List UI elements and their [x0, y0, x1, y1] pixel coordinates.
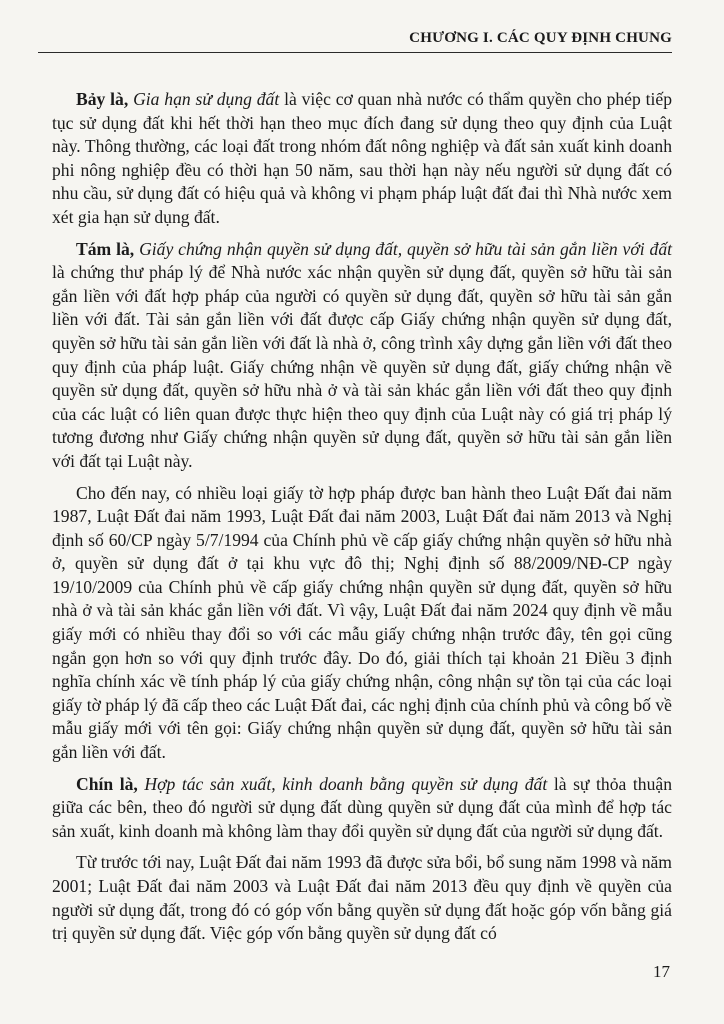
defined-term: Hợp tác sản xuất, kinh doanh bằng quyền sử dụng đất: [144, 773, 548, 794]
paragraph-tam-la: [52, 238, 672, 474]
paragraph-lead: Chín là,: [76, 773, 138, 794]
defined-term: Gia hạn sử dụng đất: [133, 89, 280, 109]
paragraph-text: Cho đến nay, có nhiều loại giấy tờ hợp pháp được ban hành theo Luật Đất đai năm 1987, Luật Đất đai năm 1993, Luật Đất đai năm 2003, Luật Đất đai năm 2013 và Nghị định số 60/CP ngày 5/7/1994 của Chính phủ về cấp giấy chứng nhận quyền sở hữu nhà ở, quyền sử dụng đất ở tại khu vực đô thị; Nghị định số 88/2009/NĐ-CP ngày 19/10/2009 của Chính phủ về cấp giấy chứng nhận quyền sử dụng đất, quyền sở hữu nhà ở và tài sản khác gắn liền với đất. Vì vậy, Luật Đất đai năm 2024 quy định về mẫu giấy mới có nhiều thay đổi so với các mẫu giấy chứng nhận trước đây, tên gọi cũng ngắn gọn hơn so với quy định trước đây. Do đó, giải thích tại khoản 21 Điều 3 định nghĩa chính xác về tính pháp lý của giấy chứng nhận, công nhận sự tồn tại của các loại giấy tờ pháp lý đã cấp theo các Luật Đất đai, các nghị định của chính phủ và công bố về mẫu giấy mới với tên gọi: Giấy chứng nhận quyền sử dụng đất, quyền sở hữu tài sản gắn liền với đất.: [52, 482, 672, 763]
defined-term: Giấy chứng nhận quyền sử dụng đất, quyền sở hữu tài sản gắn liền với đất: [139, 238, 673, 259]
paragraph-chin-la: [52, 773, 672, 844]
chapter-title: CHƯƠNG I. CÁC QUY ĐỊNH CHUNG: [409, 30, 672, 46]
page-number: 17: [653, 962, 670, 981]
paragraph-text: là chứng thư pháp lý để Nhà nước xác nhận quyền sử dụng đất, quyền sở hữu tài sản gắn liền với đất hợp pháp của người có quyền sử dụng đất, quyền sở hữu tài sản gắn liền với đất. Tài sản gắn liền với đất được cấp Giấy chứng nhận quyền sử dụng đất, quyền sở hữu tài sản gắn liền với đất là nhà ở, công trình xây dựng gắn liền với đất theo quy định của pháp luật. Giấy chứng nhận về quyền sử dụng đất, giấy chứng nhận về quyền sử dụng đất, quyền sở hữu nhà ở và tài sản khác gắn liền với đất theo quy định của các luật có liên quan được thực hiện theo quy định của Luật này có giá trị pháp lý tương đương như Giấy chứng nhận quyền sử dụng đất, quyền sở hữu tài sản gắn liền với đất tại Luật này.: [52, 262, 672, 471]
paragraph-bay-la: [52, 88, 672, 230]
paragraph-history: [52, 482, 672, 765]
paragraph-text: là việc cơ quan nhà nước có thẩm quyền cho phép tiếp tục sử dụng đất khi hết thời hạn theo mục đích đang sử dụng theo quy định của Luật này. Thông thường, các loại đất trong nhóm đất nông nghiệp và đất sản xuất kinh doanh phi nông nghiệp đều có thời hạn 50 năm, sau thời hạn này nếu người sử dụng đất có nhu cầu, sử dụng đất có hiệu quả và không vi phạm pháp luật đất đai thì Nhà nước xem xét gia hạn sử dụng đất.: [52, 89, 672, 227]
paragraph-text: là sự thỏa thuận giữa các bên, theo đó người sử dụng đất dùng quyền sử dụng đất của mình để hợp tác sản xuất, kinh doanh mà không làm thay đổi quyền sử dụng đất của người sử dụng đất.: [52, 773, 672, 841]
paragraph-text: Từ trước tới nay, Luật Đất đai năm 1993 đã được sửa bổi, bổ sung năm 1998 và năm 2001; Luật Đất đai năm 2003 và Luật Đất đai năm 2013 đều quy định về quyền của người sử dụng đất, trong đó có góp vốn bằng quyền sử dụng đất hoặc góp vốn bằng giá trị quyền sử dụng đất. Việc góp vốn bằng quyền sử dụng đất có: [52, 852, 672, 944]
paragraph-tu-truoc: [52, 851, 672, 945]
running-header: [38, 28, 672, 53]
paragraph-lead: Bảy là,: [76, 89, 129, 109]
paragraph-lead: Tám là,: [76, 238, 135, 259]
page-body: [52, 88, 672, 954]
